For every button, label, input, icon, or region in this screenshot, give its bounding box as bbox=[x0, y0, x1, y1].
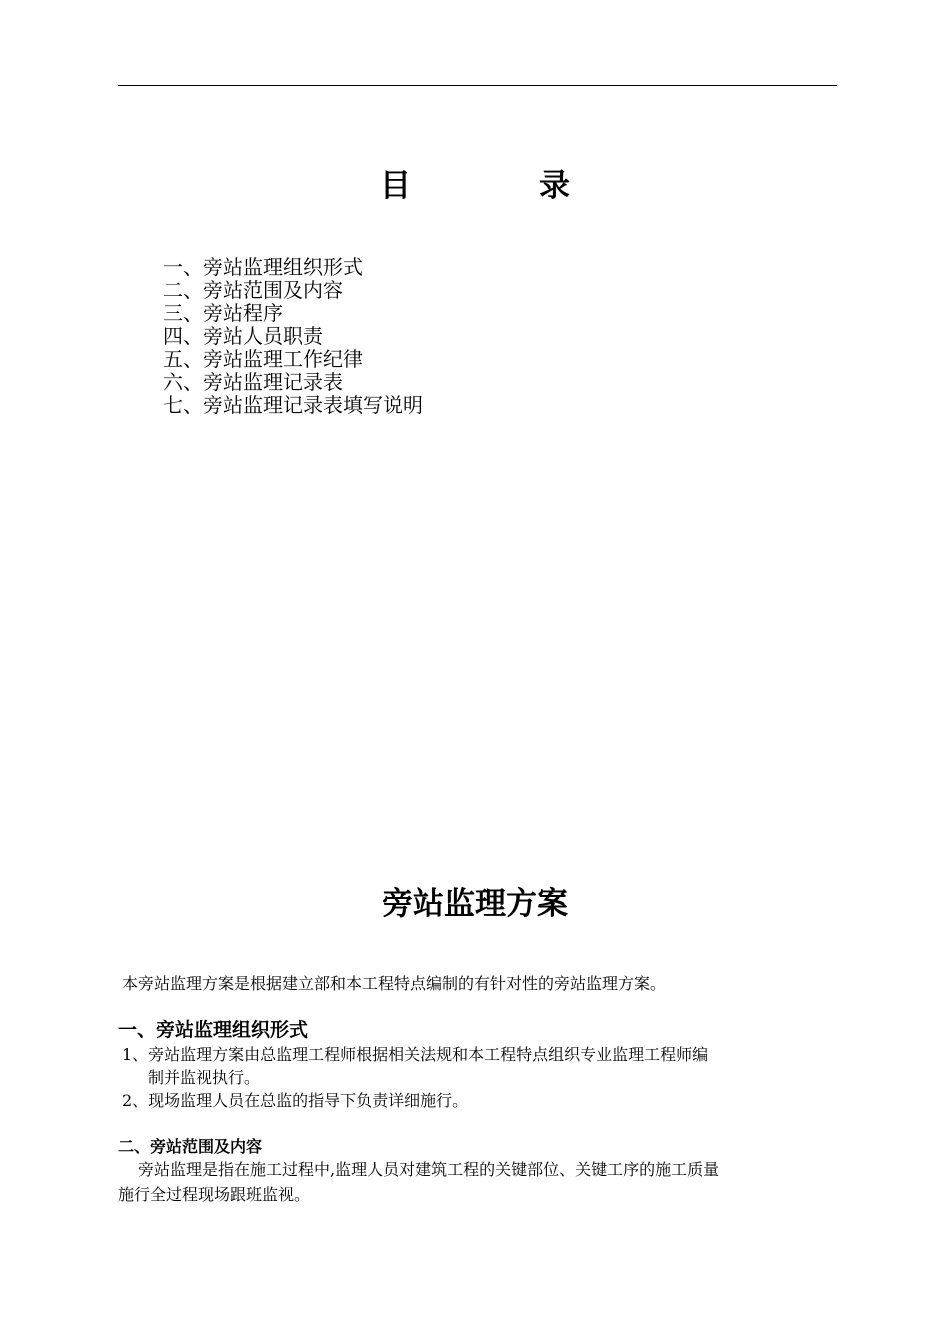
section1-item1-line2: 制并监视执行。 bbox=[148, 1068, 261, 1087]
toc-item: 五、旁站监理工作纪律 bbox=[163, 347, 363, 371]
toc-title bbox=[0, 166, 950, 206]
section2-heading: 二、旁站范围及内容 bbox=[118, 1137, 263, 1156]
section2-paragraph-line2: 施行全过程现场跟班监视。 bbox=[118, 1185, 311, 1204]
toc-title-left: 目 bbox=[380, 168, 411, 204]
toc-item: 四、旁站人员职责 bbox=[163, 324, 323, 348]
section2-paragraph bbox=[118, 1157, 840, 1207]
section2-paragraph-line1: 旁站监理是指在施工过程中,监理人员对建筑工程的关键部位、关键工序的施工质量 bbox=[138, 1160, 720, 1179]
toc-item: 一、旁站监理组织形式 bbox=[163, 255, 363, 279]
toc-item: 七、旁站监理记录表填写说明 bbox=[163, 393, 423, 417]
section1-item1 bbox=[122, 1043, 840, 1089]
document-title: 旁站监理方案 bbox=[382, 886, 568, 922]
section1-heading: 一、旁站监理组织形式 bbox=[118, 1019, 309, 1041]
toc-title-right: 录 bbox=[539, 168, 570, 204]
section1-item2: 2、现场监理人员在总监的指导下负责详细施行。 bbox=[122, 1091, 469, 1110]
header-rule bbox=[118, 85, 837, 86]
toc-item: 二、旁站范围及内容 bbox=[163, 278, 343, 302]
section1-item1-line1: 1、旁站监理方案由总监理工程师根据相关法规和本工程特点组织专业监理工程师编 bbox=[122, 1045, 709, 1064]
toc-item: 六、旁站监理记录表 bbox=[163, 370, 343, 394]
toc-list bbox=[163, 256, 423, 417]
toc-item: 三、旁站程序 bbox=[163, 301, 283, 325]
intro-paragraph: 本旁站监理方案是根据建立部和本工程特点编制的有针对性的旁站监理方案。 bbox=[122, 974, 667, 993]
